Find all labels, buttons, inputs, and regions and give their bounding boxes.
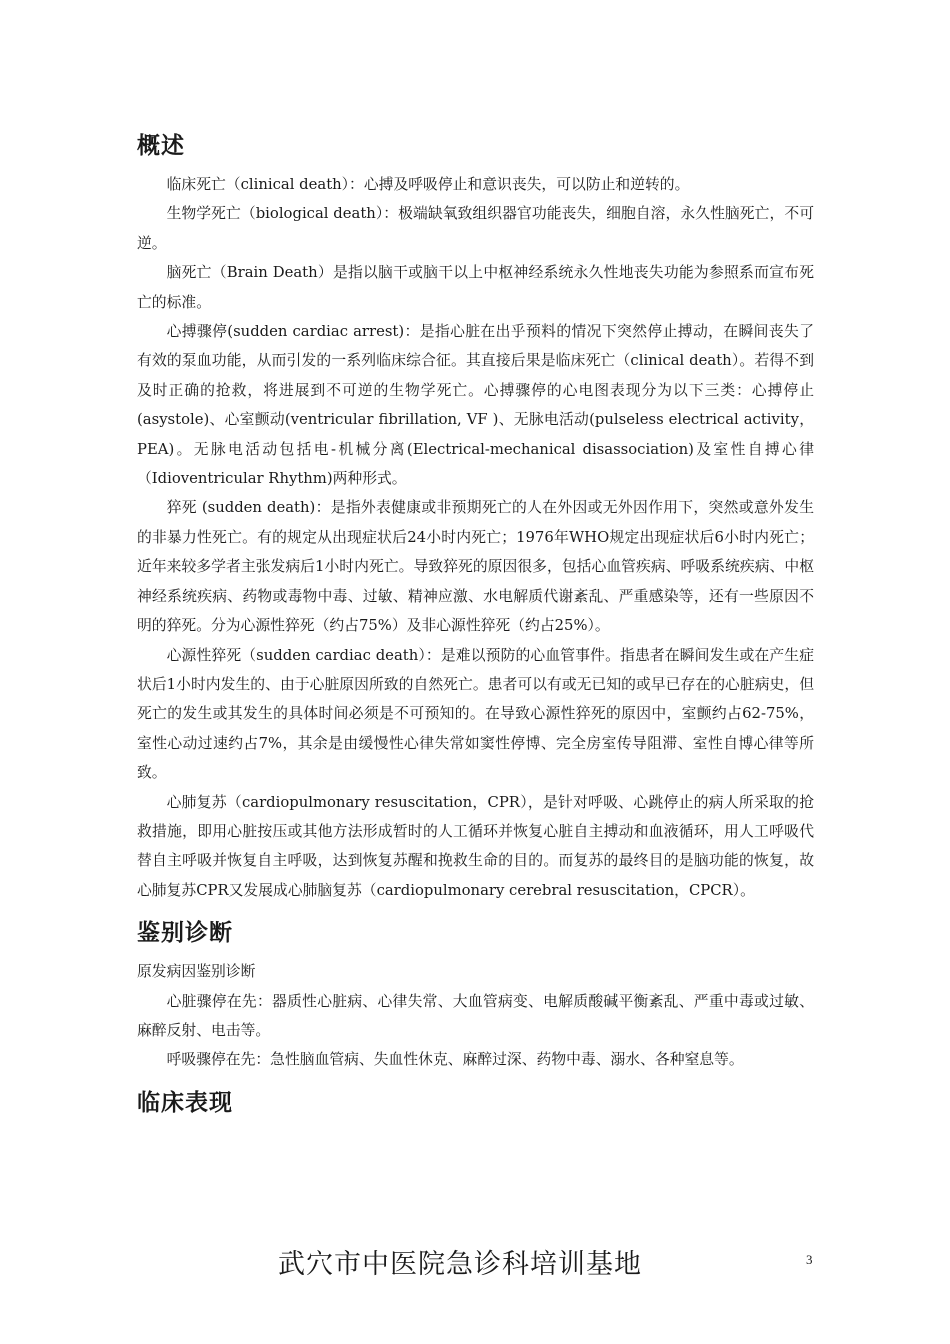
- subheading-primary-cause: 原发病因鉴别诊断: [137, 963, 256, 981]
- paragraph-cpr: 心肺复苏（cardiopulmonary resuscitation，CPR），是针对呼吸、心跳停止的病人所采取的抢救措施，即用心脏按压或其他方法形成暂时的人工循环并恢复心脏自主搏动和血液循环，用人工呼吸代替自主呼吸并恢复自主呼吸，达到恢复苏醒和挽救生命的目的。而复苏的最终目的是脑功能的恢复，故心肺复苏CPR又发展成心肺脑复苏（cardiopulmonary cerebral resuscitation，CPCR）。: [137, 793, 814, 899]
- page-number: 3: [806, 1252, 813, 1267]
- paragraph-sudden-death: 猝死 (sudden death)：是指外表健康或非预期死亡的人在外因或无外因作用下，突然或意外发生的非暴力性死亡。有的规定从出现症状后24小时内死亡；1976年WHO规定出现症状后6小时内死亡；近年来较多学者主张发病后1小时内死亡。导致猝死的原因很多，包括心血管疾病、呼吸系统疾病、中枢神经系统疾病、药物或毒物中毒、过敏、精神应激、水电解质代谢紊乱、严重感染等，还有一些原因不明的猝死。分为心源性猝死（约占75%）及非心源性猝死（约占25%）。: [137, 499, 814, 635]
- paragraph-cardiac-arrest: 心搏骤停(sudden cardiac arrest)：是指心脏在出乎预料的情况下突然停止搏动，在瞬间丧失了有效的泵血功能，从而引发的一系列临床综合征。其直接后果是临床死亡（clinical death）。若得不到及时正确的抢救，将进展到不可逆的生物学死亡。心搏骤停的心电图表现分为以下三类：心搏停止(asystole)、心室颤动(ventricular fibrillation, VF )、无脉电活动(pulseless electrical activity，PEA)。无脉电活动包括电-机械分离(Electrical-mechanical disassociation)及室性自搏心律（Idioventricular Rhythm)两种形式。: [137, 323, 814, 488]
- section-heading-clinical-manifestations: 临床表现: [137, 1089, 233, 1116]
- paragraph-brain-death: 脑死亡（Brain Death）是指以脑干或脑干以上中枢神经系统永久性地丧失功能为参照系而宣布死亡的标准。: [137, 264, 814, 311]
- paragraph-biological-death: 生物学死亡（biological death）：极端缺氧致组织器官功能丧失，细胞自溶，永久性脑死亡，不可逆。: [137, 205, 814, 252]
- document-body: [137, 128, 814, 1127]
- paragraph-respiratory-first: 呼吸骤停在先：急性脑血管病、失血性休克、麻醉过深、药物中毒、溺水、各种窒息等。: [166, 1051, 744, 1069]
- section-heading-differential-diagnosis: 鉴别诊断: [137, 920, 233, 947]
- paragraph-cardiac-first: 心脏骤停在先：器质性心脏病、心律失常、大血管病变、电解质酸碱平衡紊乱、严重中毒或过敏、麻醉反射、电击等。: [137, 992, 814, 1039]
- paragraph-sudden-cardiac-death: 心源性猝死（sudden cardiac death）：是难以预防的心血管事件。指患者在瞬间发生或在产生症状后1小时内发生的、由于心脏原因所致的自然死亡。患者可以有或无已知的或早已存在的心脏病史，但死亡的发生或其发生的具体时间必须是不可预知的。在导致心源性猝死的原因中，室颤约占62-75%，室性心动过速约占7%，其余是由缓慢性心律失常如窦性停博、完全房室传导阻滞、室性自博心律等所致。: [137, 646, 814, 782]
- section-heading-overview: 概述: [137, 133, 185, 159]
- paragraph-clinical-death: 临床死亡（clinical death）：心搏及呼吸停止和意识丧失，可以防止和逆转的。: [166, 176, 690, 193]
- footer-title: 武穴市中医院急诊科培训基地: [278, 1249, 642, 1280]
